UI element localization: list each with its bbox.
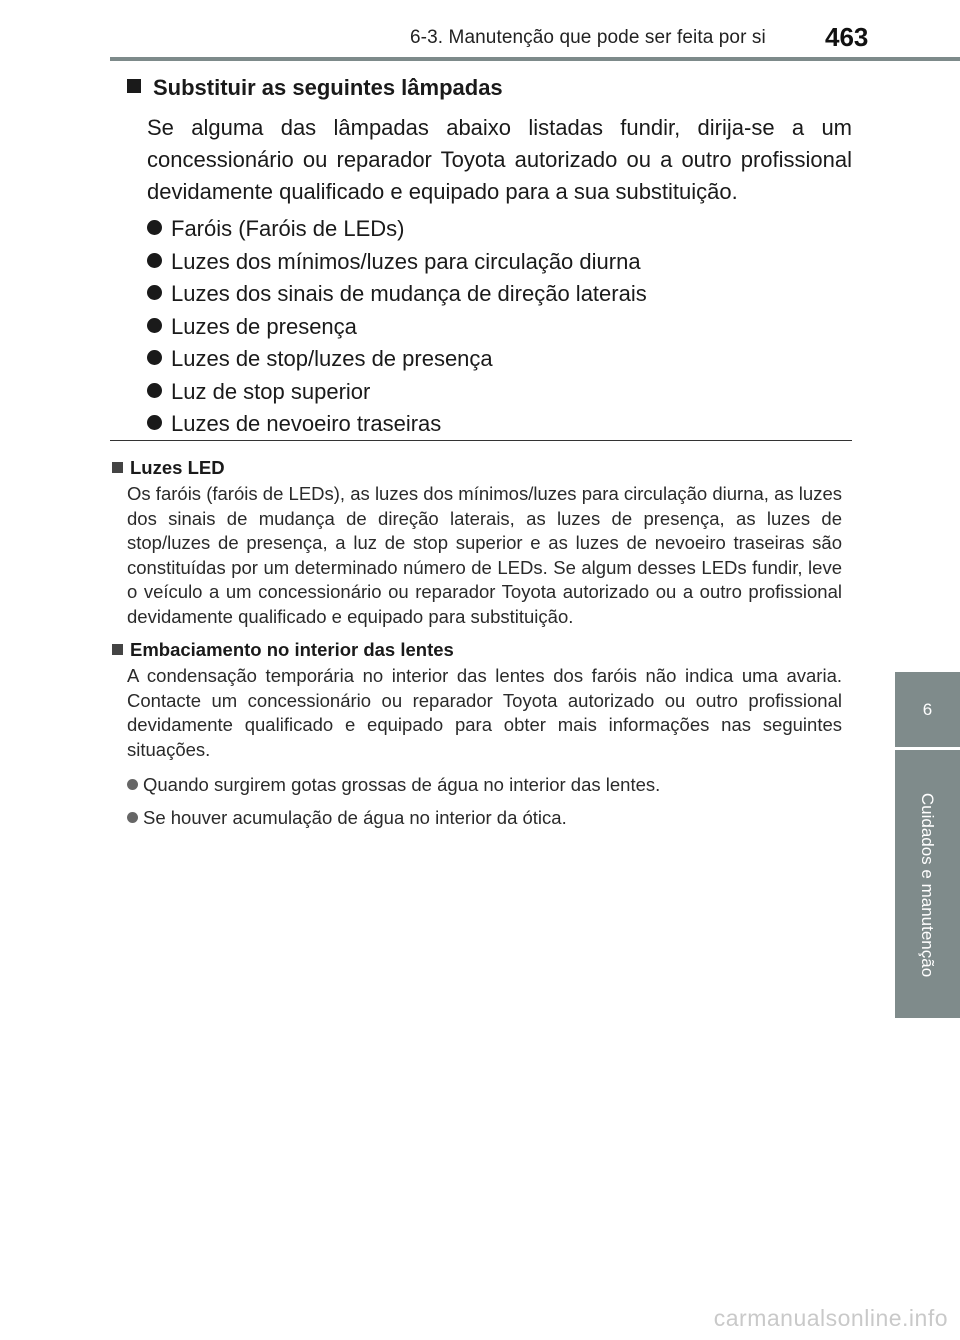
note-fogging: [110, 637, 842, 834]
header-rule: [110, 57, 960, 61]
note-bullet-list: [127, 768, 842, 834]
list-item: Luzes de stop/luzes de presença: [147, 343, 852, 376]
bullet-dot-icon: [147, 350, 162, 365]
bullet-dot-icon: [147, 220, 162, 235]
main-section: [127, 72, 852, 441]
notes-section: [110, 455, 842, 834]
list-item: Luz de stop superior: [147, 376, 852, 409]
bullet-dot-icon: [147, 383, 162, 398]
list-item: Quando surgirem gotas grossas de água no interior das lentes.: [127, 768, 842, 801]
page-number: 463: [825, 22, 869, 52]
bullet-dot-icon: [127, 812, 138, 823]
square-bullet-icon: [112, 644, 123, 655]
section-intro: Se alguma das lâmpadas abaixo listadas fundir, dirija-se a um concessionário ou reparador Toyota autorizado ou a outro profissional devidamente qualificado e equipado para a sua substituição.: [147, 115, 852, 204]
list-item: Faróis (Faróis de LEDs): [147, 213, 852, 246]
chapter-title: Cuidados e manutenção: [918, 792, 938, 978]
note-title: Luzes LED: [110, 455, 842, 480]
section-title-text: Substituir as seguintes lâmpadas: [153, 75, 503, 100]
note-text: A condensação temporária no interior das lentes dos faróis não indica uma avaria. Contacte um concessionário ou reparador Toyota autorizado ou outro profissional devidamente qualificado e equipado para obter mais informações nas seguintes situações.: [127, 665, 842, 760]
list-item: Luzes dos sinais de mudança de direção laterais: [147, 278, 852, 311]
bullet-dot-icon: [127, 779, 138, 790]
note-title: Embaciamento no interior das lentes: [110, 637, 842, 662]
section-divider: [110, 440, 852, 441]
list-item: Se houver acumulação de água no interior da ótica.: [127, 801, 842, 834]
section-title: [127, 72, 852, 104]
watermark: carmanualsonline.info: [713, 1305, 948, 1331]
list-item: Luzes de nevoeiro traseiras: [147, 408, 852, 441]
chapter-title-tab: [897, 760, 957, 1010]
bullet-dot-icon: [147, 253, 162, 268]
square-bullet-icon: [112, 462, 123, 473]
bullet-dot-icon: [147, 415, 162, 430]
bullet-dot-icon: [147, 285, 162, 300]
list-item: Luzes de presença: [147, 311, 852, 344]
note-led: [110, 455, 842, 629]
square-bullet-icon: [127, 79, 141, 93]
bullet-dot-icon: [147, 318, 162, 333]
bulb-list: [147, 213, 852, 441]
chapter-number-tab: 6: [895, 672, 960, 747]
note-text: Os faróis (faróis de LEDs), as luzes dos mínimos/luzes para circulação diurna, as luzes dos sinais de mudança de direção laterais, as luzes de presença, as luzes de stop/luzes de presença, a luz de stop superior e as luzes de nevoeiro traseiras são constituídas por um determinado número de LEDs. Se algum desses LEDs fundir, leve o veículo a um concessionário ou reparador Toyota autorizado ou a outro profissional devidamente qualificado e equipado para substituição.: [127, 483, 842, 627]
running-header-section: 6-3. Manutenção que pode ser feita por si: [410, 27, 766, 48]
list-item: Luzes dos mínimos/luzes para circulação diurna: [147, 246, 852, 279]
